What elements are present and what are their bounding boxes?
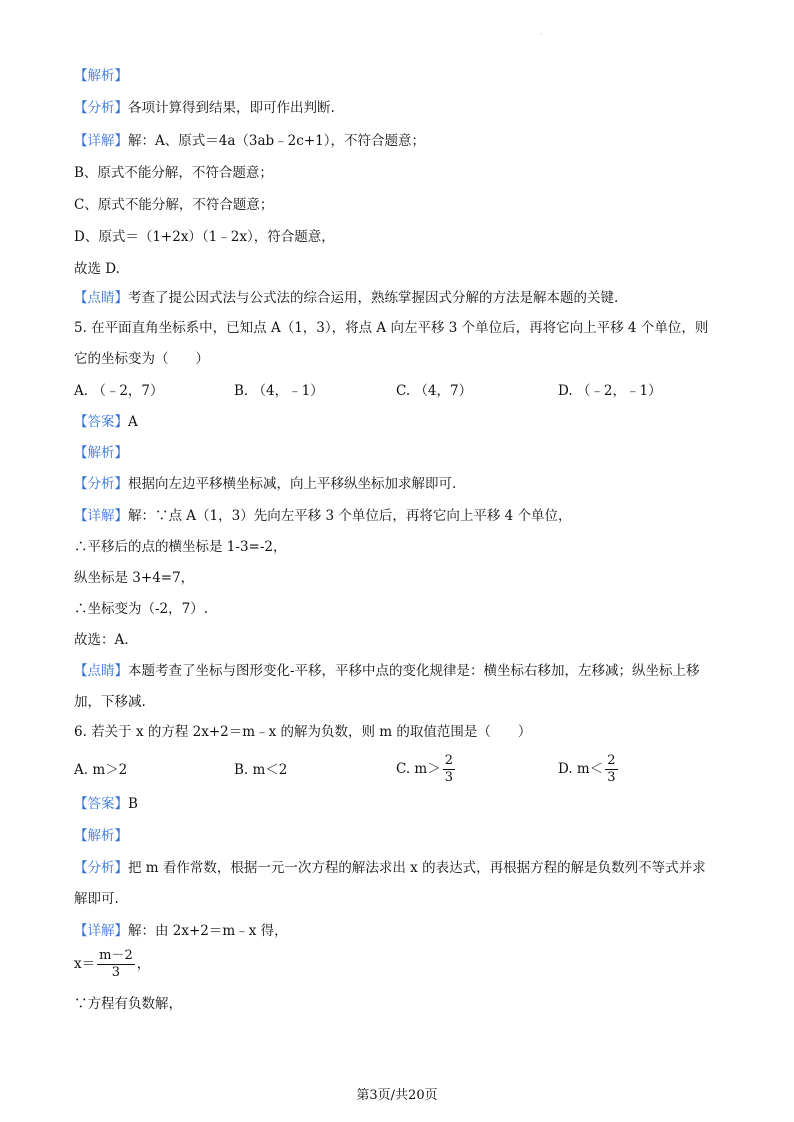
fraction: $\frac{m-2}{3}$: [99, 948, 133, 980]
q6-option-c: C. m＞ $\frac{2}{3}$: [396, 753, 454, 785]
q5-option-a: A. （﹣2，7）: [74, 383, 164, 399]
analysis-line: 【分析】把 m 看作常数，根据一元一次方程的解法求出 x 的表达式，再根据方程的解是负数列不等式并求: [74, 860, 706, 876]
text-line: ∴坐标变为（-2，7）.: [74, 601, 209, 617]
detail-line: 【详解】解：A、原式＝4a（3ab﹣2c+1），不符合题意；: [74, 133, 425, 149]
fraction: $\frac{2}{3}$: [607, 753, 616, 785]
text-line: 加，下移减.: [74, 694, 146, 710]
text-line: ∴平移后的点的横坐标是 1-3=-2，: [74, 539, 287, 555]
remark-line: 【点睛】本题考查了坐标与图形变化-平移，平移中点的变化规律是：横坐标右移加，左移减；纵坐标上移: [74, 663, 700, 679]
detail-line: 【详解】解：由 2x+2＝m﹣x 得，: [74, 923, 288, 939]
q5-option-c: C. （4，7）: [396, 383, 473, 399]
text-line: ∵方程有负数解，: [74, 996, 182, 1012]
text-line: C、原式不能分解，不符合题意；: [74, 197, 274, 213]
q6-option-b: B. m＜2: [234, 762, 288, 778]
text-line: 解即可.: [74, 891, 119, 907]
analysis-heading: [74, 66, 128, 86]
q5-option-b: B. （4，﹣1）: [234, 383, 324, 399]
corner-mark: ·: [540, 30, 543, 39]
q6-option-a: A. m＞2: [74, 762, 128, 778]
analysis-heading: 【解析】: [74, 445, 128, 461]
text-line: B、原式不能分解，不符合题意；: [74, 165, 273, 181]
analysis-line: 【分析】各项计算得到结果，即可作出判断.: [74, 100, 335, 116]
remark-line: 【点睛】考查了提公因式法与公式法的综合运用，熟练掌握因式分解的方法是解本题的关键.: [74, 290, 619, 306]
analysis-heading: 【解析】: [74, 828, 128, 844]
q6-option-d: D. m＜ $\frac{2}{3}$: [558, 753, 616, 785]
question-5-stem-cont: 它的坐标变为（ ）: [74, 351, 209, 367]
solution-fraction-line: x＝ $\frac{m-2}{3}$ ，: [74, 948, 151, 980]
question-5-stem: 5. 在平面直角坐标系中，已知点 A（1，3），将点 A 向左平移 3 个单位后，再将它向上平移 4 个单位，则: [74, 320, 709, 336]
text-line: D、原式＝（1+2x）（1﹣2x），符合题意，: [74, 229, 335, 245]
detail-line: 【详解】解：∵点 A（1，3）先向左平移 3 个单位后，再将它向上平移 4 个单位，: [74, 508, 572, 524]
page-footer: 第3页/共20页: [356, 1088, 438, 1103]
text-line: 故选 D.: [74, 261, 120, 277]
question-6-stem: 6. 若关于 x 的方程 2x+2＝m﹣x 的解为负数，则 m 的取值范围是（ ）: [74, 724, 532, 740]
text-line: 纵坐标是 3+4=7，: [74, 570, 195, 586]
answer-line: 【答案】B: [74, 796, 138, 812]
q5-option-d: D. （﹣2，﹣1）: [558, 383, 662, 399]
text-line: 故选：A.: [74, 632, 129, 648]
tag-label: 【解析】: [74, 68, 128, 84]
fraction: $\frac{2}{3}$: [444, 753, 454, 785]
answer-line: 【答案】A: [74, 414, 138, 430]
analysis-line: 【分析】根据向左边平移横坐标减，向上平移纵坐标加求解即可.: [74, 476, 457, 492]
